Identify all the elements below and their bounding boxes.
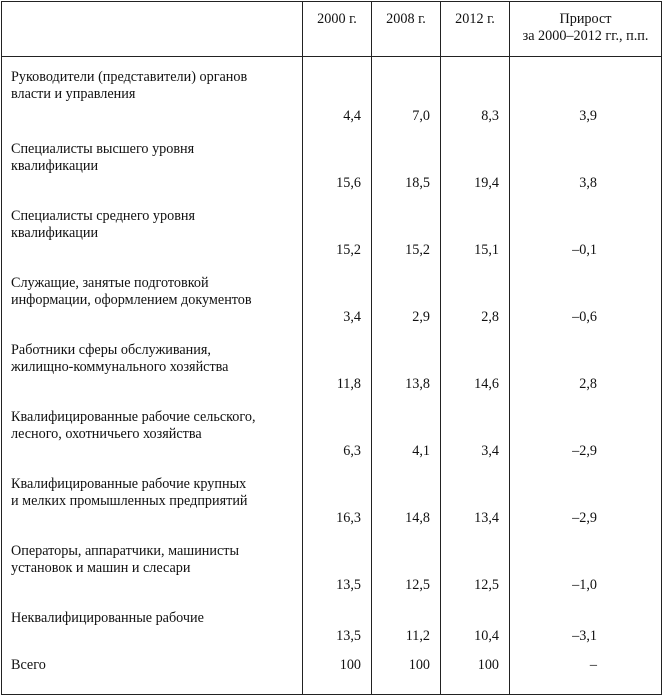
cell-growth: – bbox=[510, 647, 662, 695]
cell-2012: 100 bbox=[441, 647, 510, 695]
cell-2008: 15,2 bbox=[372, 194, 441, 261]
cell-2000: 4,4 bbox=[303, 57, 372, 128]
cell-2008: 13,8 bbox=[372, 328, 441, 395]
occupation-structure-table bbox=[1, 1, 662, 695]
cell-2008: 12,5 bbox=[372, 529, 441, 596]
cell-2000: 3,4 bbox=[303, 261, 372, 328]
cell-2008: 2,9 bbox=[372, 261, 441, 328]
table-row bbox=[2, 57, 662, 128]
cell-2008: 11,2 bbox=[372, 596, 441, 647]
cell-growth: –0,1 bbox=[510, 194, 662, 261]
cell-2008: 100 bbox=[372, 647, 441, 695]
table-row bbox=[2, 194, 662, 261]
cell-growth: –2,9 bbox=[510, 462, 662, 529]
row-label: Работники сферы обслуживания, жилищно-коммунального хозяйства bbox=[2, 328, 303, 395]
header-2012: 2012 г. bbox=[441, 2, 510, 57]
header-category bbox=[2, 2, 303, 57]
cell-2012: 3,4 bbox=[441, 395, 510, 462]
table-row bbox=[2, 328, 662, 395]
header-2000: 2000 г. bbox=[303, 2, 372, 57]
cell-2008: 4,1 bbox=[372, 395, 441, 462]
row-label: Неквалифицированные рабочие bbox=[2, 596, 303, 647]
header-growth-line2: за 2000–2012 гг., п.п. bbox=[522, 28, 649, 44]
cell-2000: 16,3 bbox=[303, 462, 372, 529]
cell-2008: 14,8 bbox=[372, 462, 441, 529]
cell-growth: –3,1 bbox=[510, 596, 662, 647]
header-growth bbox=[510, 2, 662, 57]
header-row bbox=[2, 2, 662, 57]
table-row bbox=[2, 462, 662, 529]
cell-2012: 10,4 bbox=[441, 596, 510, 647]
cell-2012: 13,4 bbox=[441, 462, 510, 529]
table-row bbox=[2, 596, 662, 647]
table-row bbox=[2, 529, 662, 596]
cell-2012: 14,6 bbox=[441, 328, 510, 395]
header-growth-line1: Прирост bbox=[559, 11, 612, 27]
row-label: Квалифицированные рабочие сельского, лесного, охотничьего хозяйства bbox=[2, 395, 303, 462]
row-label: Специалисты среднего уровня квалификации bbox=[2, 194, 303, 261]
cell-growth: 2,8 bbox=[510, 328, 662, 395]
cell-2000: 13,5 bbox=[303, 596, 372, 647]
table-row-total bbox=[2, 647, 662, 695]
row-label: Всего bbox=[2, 647, 303, 695]
cell-2000: 15,2 bbox=[303, 194, 372, 261]
row-label: Служащие, занятые подготовкой информации, оформлением документов bbox=[2, 261, 303, 328]
row-label: Специалисты высшего уровня квалификации bbox=[2, 127, 303, 194]
cell-growth: –0,6 bbox=[510, 261, 662, 328]
cell-growth: 3,9 bbox=[510, 57, 662, 128]
table-row bbox=[2, 395, 662, 462]
cell-2008: 18,5 bbox=[372, 127, 441, 194]
cell-2000: 100 bbox=[303, 647, 372, 695]
table-row bbox=[2, 261, 662, 328]
cell-2012: 15,1 bbox=[441, 194, 510, 261]
row-label: Квалифицированные рабочие крупных и мелких промышленных предприятий bbox=[2, 462, 303, 529]
table-row bbox=[2, 127, 662, 194]
cell-2012: 19,4 bbox=[441, 127, 510, 194]
cell-2000: 13,5 bbox=[303, 529, 372, 596]
cell-growth: –1,0 bbox=[510, 529, 662, 596]
cell-2012: 2,8 bbox=[441, 261, 510, 328]
row-label: Операторы, аппаратчики, машинисты установок и машин и слесари bbox=[2, 529, 303, 596]
cell-growth: 3,8 bbox=[510, 127, 662, 194]
row-label: Руководители (представители) органов власти и управления bbox=[2, 57, 303, 128]
cell-2000: 11,8 bbox=[303, 328, 372, 395]
cell-2000: 6,3 bbox=[303, 395, 372, 462]
cell-2012: 12,5 bbox=[441, 529, 510, 596]
cell-2012: 8,3 bbox=[441, 57, 510, 128]
cell-2000: 15,6 bbox=[303, 127, 372, 194]
header-2008: 2008 г. bbox=[372, 2, 441, 57]
cell-2008: 7,0 bbox=[372, 57, 441, 128]
cell-growth: –2,9 bbox=[510, 395, 662, 462]
